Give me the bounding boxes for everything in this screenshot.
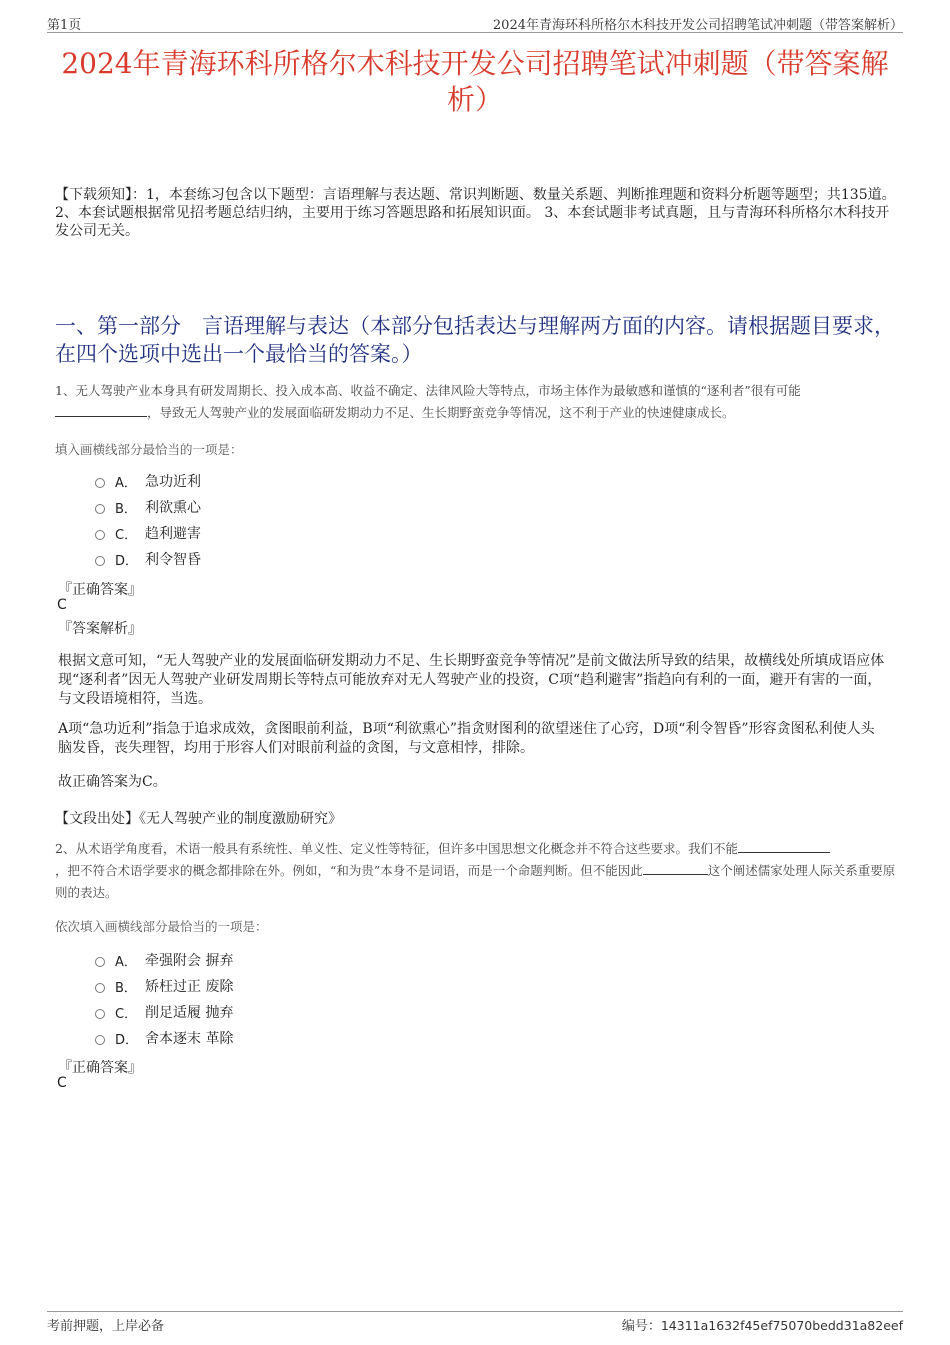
question-2-option-a[interactable] <box>95 950 233 970</box>
passage-source: 【文段出处】《无人驾驶产业的制度激励研究》 <box>55 811 342 827</box>
question-2-option-b[interactable] <box>95 976 233 996</box>
option-text: 利令智昏 <box>145 552 201 568</box>
question-1-text <box>55 380 900 424</box>
radio-icon[interactable] <box>95 957 105 967</box>
footer-divider <box>47 1311 903 1312</box>
answer-heading: 『正确答案』 <box>58 1060 142 1076</box>
question-2-option-c[interactable] <box>95 1002 233 1022</box>
question-1-option-c[interactable] <box>95 523 201 543</box>
radio-icon[interactable] <box>95 530 105 540</box>
download-notice: 【下载须知】：1，本套练习包含以下题型：言语理解与表达题、常识判断题、数量关系题、判断推理题和资料分析题等题型；共135道。 2、本套试题根据常见招考题总结归纳，主要用于练习答题思路和拓展知识面。 3、本套试题非考试真题，且与青海环科所格尔木科技开发公司无关。 <box>55 187 896 239</box>
option-text: 趋利避害 <box>145 526 201 542</box>
radio-icon[interactable] <box>95 504 105 514</box>
page-title: 2024年青海环科所格尔木科技开发公司招聘笔试冲刺题（带答案解析） <box>61 47 889 116</box>
question-1-option-a[interactable] <box>95 471 201 491</box>
question-2-prompt: 依次填入画横线部分最恰当的一项是： <box>55 919 268 934</box>
answer-blank <box>55 402 147 417</box>
analysis-heading: 『答案解析』 <box>58 621 142 637</box>
question-1-option-b[interactable] <box>95 497 201 517</box>
option-text: 利欲熏心 <box>145 500 201 516</box>
radio-icon[interactable] <box>95 1035 105 1045</box>
question-1-text-b: ，导致无人驾驶产业的发展面临研发期动力不足、生长期野蛮竞争等情况，这不利于产业的快速健康成长。 <box>147 405 735 420</box>
answer-heading: 『正确答案』 <box>58 582 142 598</box>
option-label: A． <box>115 954 137 970</box>
page-number: 第1页 <box>47 18 82 33</box>
option-label: D． <box>115 1032 139 1048</box>
option-label: D． <box>115 553 139 569</box>
answer-blank <box>643 860 708 875</box>
question-2-option-d[interactable] <box>95 1028 233 1048</box>
option-text: 舍本逐末 革除 <box>145 1031 234 1047</box>
option-label: B． <box>115 980 137 996</box>
document-code-value: 14311a1632f45ef75070bedd31a82eef <box>660 1318 903 1333</box>
document-code-label: 编号： <box>621 1319 661 1334</box>
option-text: 牵强附会 摒弃 <box>145 953 234 969</box>
analysis-paragraph-1: 根据文意可知，“无人驾驶产业的发展面临研发期动力不足、生长期野蛮竞争等情况”是前文做法所导致的结果，故横线处所填成语应体现“逐利者”因无人驾驶产业研发周期长等特点可能放弃对无人驾驶产业的投资，C项“趋利避害”指趋向有利的一面，避开有害的一面，与文段语境相符，当选。 <box>58 653 885 707</box>
answer-blank <box>738 838 830 853</box>
document-code <box>622 1315 903 1334</box>
question-1-text-a: 1、无人驾驶产业本身具有研发周期长、投入成本高、收益不确定、法律风险大等特点，市场主体作为最敏感和谨慎的“逐利者”很有可能 <box>55 383 801 398</box>
header-doc-title: 2024年青海环科所格尔木科技开发公司招聘笔试冲刺题（带答案解析） <box>492 18 903 33</box>
option-text: 急功近利 <box>145 474 201 490</box>
header-divider <box>47 32 903 33</box>
answer-value: C <box>57 597 67 613</box>
radio-icon[interactable] <box>95 983 105 993</box>
section-heading: 一、第一部分 言语理解与表达（本部分包括表达与理解两方面的内容。请根据题目要求，在四个选项中选出一个最恰当的答案。） <box>55 314 895 366</box>
question-2-text-c: 这个阐述儒家处理人际关系重要原则的表达。 <box>55 863 896 900</box>
radio-icon[interactable] <box>95 556 105 566</box>
radio-icon[interactable] <box>95 1009 105 1019</box>
question-2-text <box>55 838 900 904</box>
option-label: B． <box>115 501 137 517</box>
option-label: A． <box>115 475 137 491</box>
question-1-option-d[interactable] <box>95 549 201 569</box>
footer-slogan: 考前押题，上岸必备 <box>47 1319 165 1334</box>
option-text: 矫枉过正 废除 <box>145 979 234 995</box>
analysis-conclusion: 故正确答案为C。 <box>58 774 167 790</box>
question-2-text-b: ，把不符合术语学要求的概念都排除在外。例如，“和为贵”本身不是词语，而是一个命题判断。但不能因此 <box>55 863 643 878</box>
radio-icon[interactable] <box>95 478 105 488</box>
option-text: 削足适履 抛弃 <box>145 1005 234 1021</box>
analysis-paragraph-2: A项“急功近利”指急于追求成效，贪图眼前利益，B项“利欲熏心”指贪财图利的欲望迷住了心窍，D项“利令智昏”形容贪图私利使人头脑发昏，丧失理智，均用于形容人们对眼前利益的贪图，与文意相悖，排除。 <box>58 721 875 756</box>
question-1-prompt: 填入画横线部分最恰当的一项是： <box>55 442 243 457</box>
option-label: C． <box>115 1006 138 1022</box>
answer-value: C <box>57 1075 67 1091</box>
option-label: C． <box>115 527 138 543</box>
question-2-text-a: 2、从术语学角度看，术语一般具有系统性、单义性、定义性等特征，但许多中国思想文化概念并不符合这些要求。我们不能 <box>55 841 738 856</box>
